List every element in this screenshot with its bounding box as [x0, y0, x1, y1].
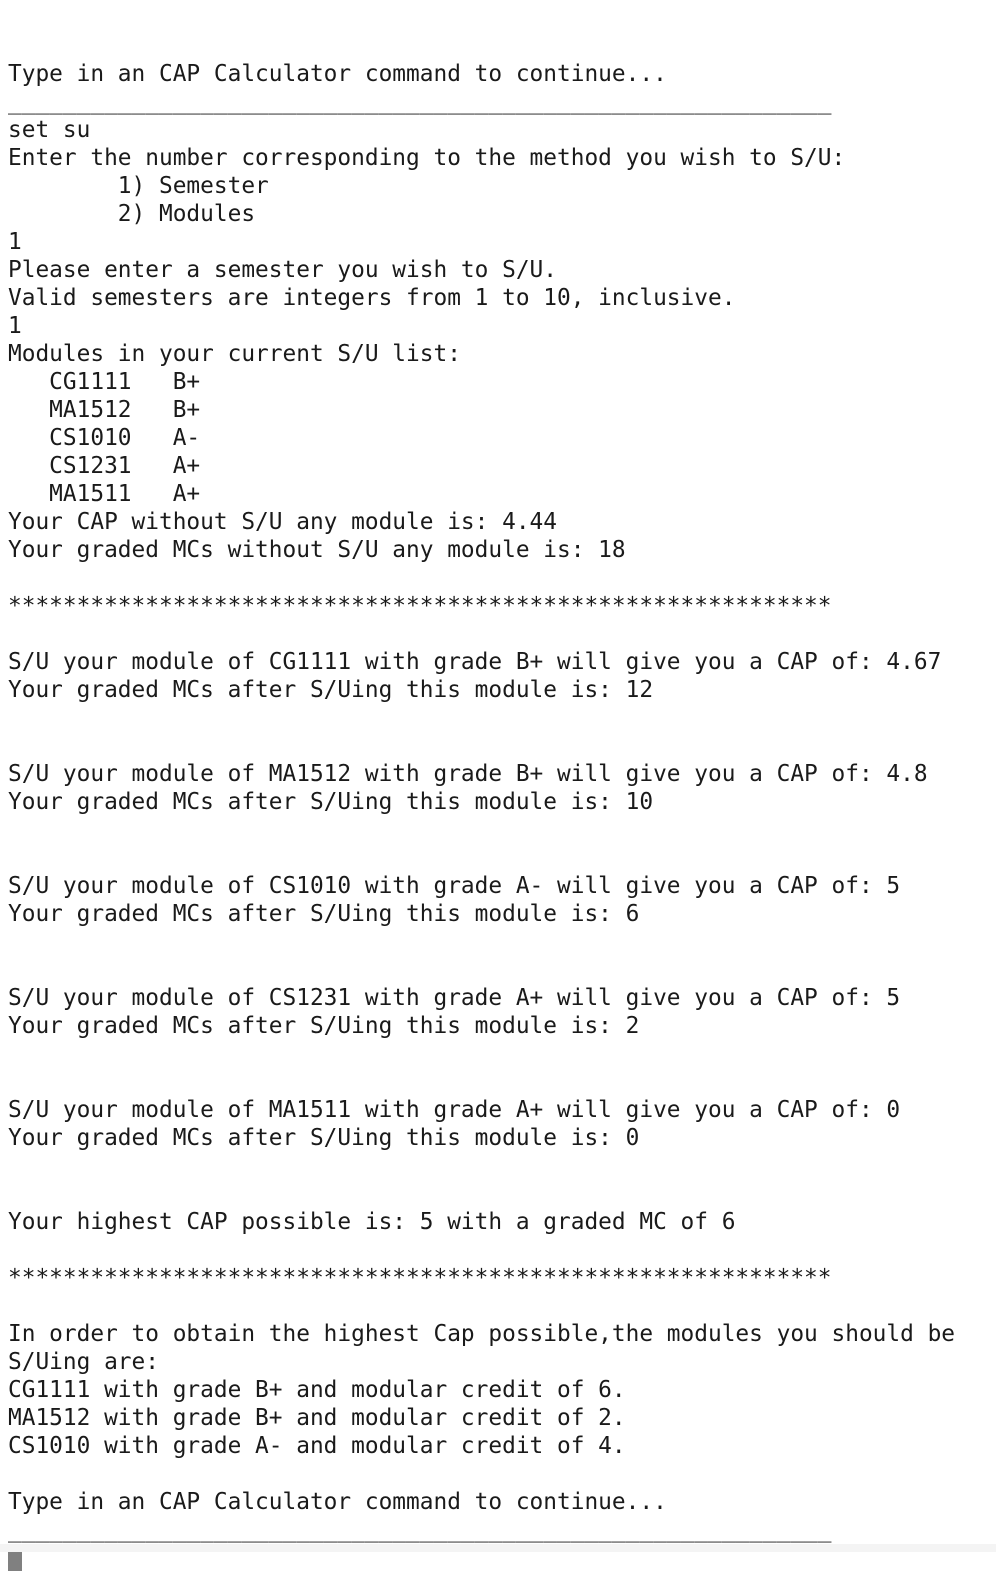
terminal-line	[8, 1068, 994, 1096]
terminal-line: 2) Modules	[8, 201, 256, 227]
terminal-line: CS1010 A-	[8, 425, 201, 451]
terminal-line: MA1511 A+	[8, 481, 201, 507]
terminal-line: ************************************************************	[8, 593, 832, 619]
terminal-line: MA1512 B+	[8, 397, 201, 423]
terminal-line: CS1231 A+	[8, 453, 201, 479]
terminal-line: ____________________________________________________________	[8, 1517, 832, 1543]
terminal-line: Enter the number corresponding to the method you wish to S/U:	[8, 145, 846, 171]
window-bottom-edge	[0, 1544, 996, 1552]
terminal-line	[8, 620, 994, 648]
terminal-line: Modules in your current S/U list:	[8, 341, 461, 367]
terminal-line: S/Uing are:	[8, 1349, 159, 1375]
terminal-line	[8, 704, 994, 732]
terminal-line: Your graded MCs after S/Uing this module is: 10	[8, 789, 654, 815]
terminal-line: Your graded MCs after S/Uing this module is: 0	[8, 1125, 640, 1151]
terminal-line: Type in an CAP Calculator command to continue...	[8, 61, 667, 87]
terminal-line: 1	[8, 229, 22, 255]
terminal-line: Your graded MCs after S/Uing this module is: 2	[8, 1013, 640, 1039]
terminal-line	[8, 816, 994, 844]
terminal-line: Your graded MCs after S/Uing this module is: 12	[8, 677, 654, 703]
terminal-line: Your highest CAP possible is: 5 with a graded MC of 6	[8, 1209, 736, 1235]
terminal-line: ************************************************************	[8, 1265, 832, 1291]
terminal-line	[8, 564, 994, 592]
terminal-line	[8, 32, 994, 60]
terminal-line: MA1512 with grade B+ and modular credit of 2.	[8, 1405, 626, 1431]
terminal-line: S/U your module of CS1231 with grade A+ will give you a CAP of: 5	[8, 985, 901, 1011]
terminal-line: S/U your module of CG1111 with grade B+ will give you a CAP of: 4.67	[8, 649, 942, 675]
terminal-line	[8, 844, 994, 872]
terminal-line: Your graded MCs without S/U any module is: 18	[8, 537, 626, 563]
terminal-line: CG1111 B+	[8, 369, 201, 395]
terminal-line: S/U your module of CS1010 with grade A- will give you a CAP of: 5	[8, 873, 901, 899]
terminal-line	[8, 1180, 994, 1208]
terminal-line: CS1010 with grade A- and modular credit of 4.	[8, 1433, 626, 1459]
terminal-line: Your CAP without S/U any module is: 4.44	[8, 509, 557, 535]
terminal-line	[8, 1152, 994, 1180]
terminal-line: Please enter a semester you wish to S/U.	[8, 257, 557, 283]
terminal-line: 1) Semester	[8, 173, 269, 199]
terminal-line: set su	[8, 117, 91, 143]
terminal-line	[8, 1292, 994, 1320]
terminal-line: S/U your module of MA1511 with grade A+ will give you a CAP of: 0	[8, 1097, 901, 1123]
terminal-output	[8, 32, 994, 1572]
terminal-line: S/U your module of MA1512 with grade B+ will give you a CAP of: 4.8	[8, 761, 928, 787]
terminal-line: Valid semesters are integers from 1 to 10, inclusive.	[8, 285, 736, 311]
terminal-line: ____________________________________________________________	[8, 89, 832, 115]
terminal-line	[8, 732, 994, 760]
terminal-line	[8, 928, 994, 956]
terminal-line: Your graded MCs after S/Uing this module is: 6	[8, 901, 640, 927]
terminal-line: CG1111 with grade B+ and modular credit of 6.	[8, 1377, 626, 1403]
terminal-line	[8, 1236, 994, 1264]
terminal-line: Type in an CAP Calculator command to continue...	[8, 1489, 667, 1515]
terminal-line	[8, 1460, 994, 1488]
terminal-line: 1	[8, 313, 22, 339]
terminal-line	[8, 1040, 994, 1068]
terminal-line: In order to obtain the highest Cap possible,the modules you should be	[8, 1321, 956, 1347]
terminal-line	[8, 956, 994, 984]
